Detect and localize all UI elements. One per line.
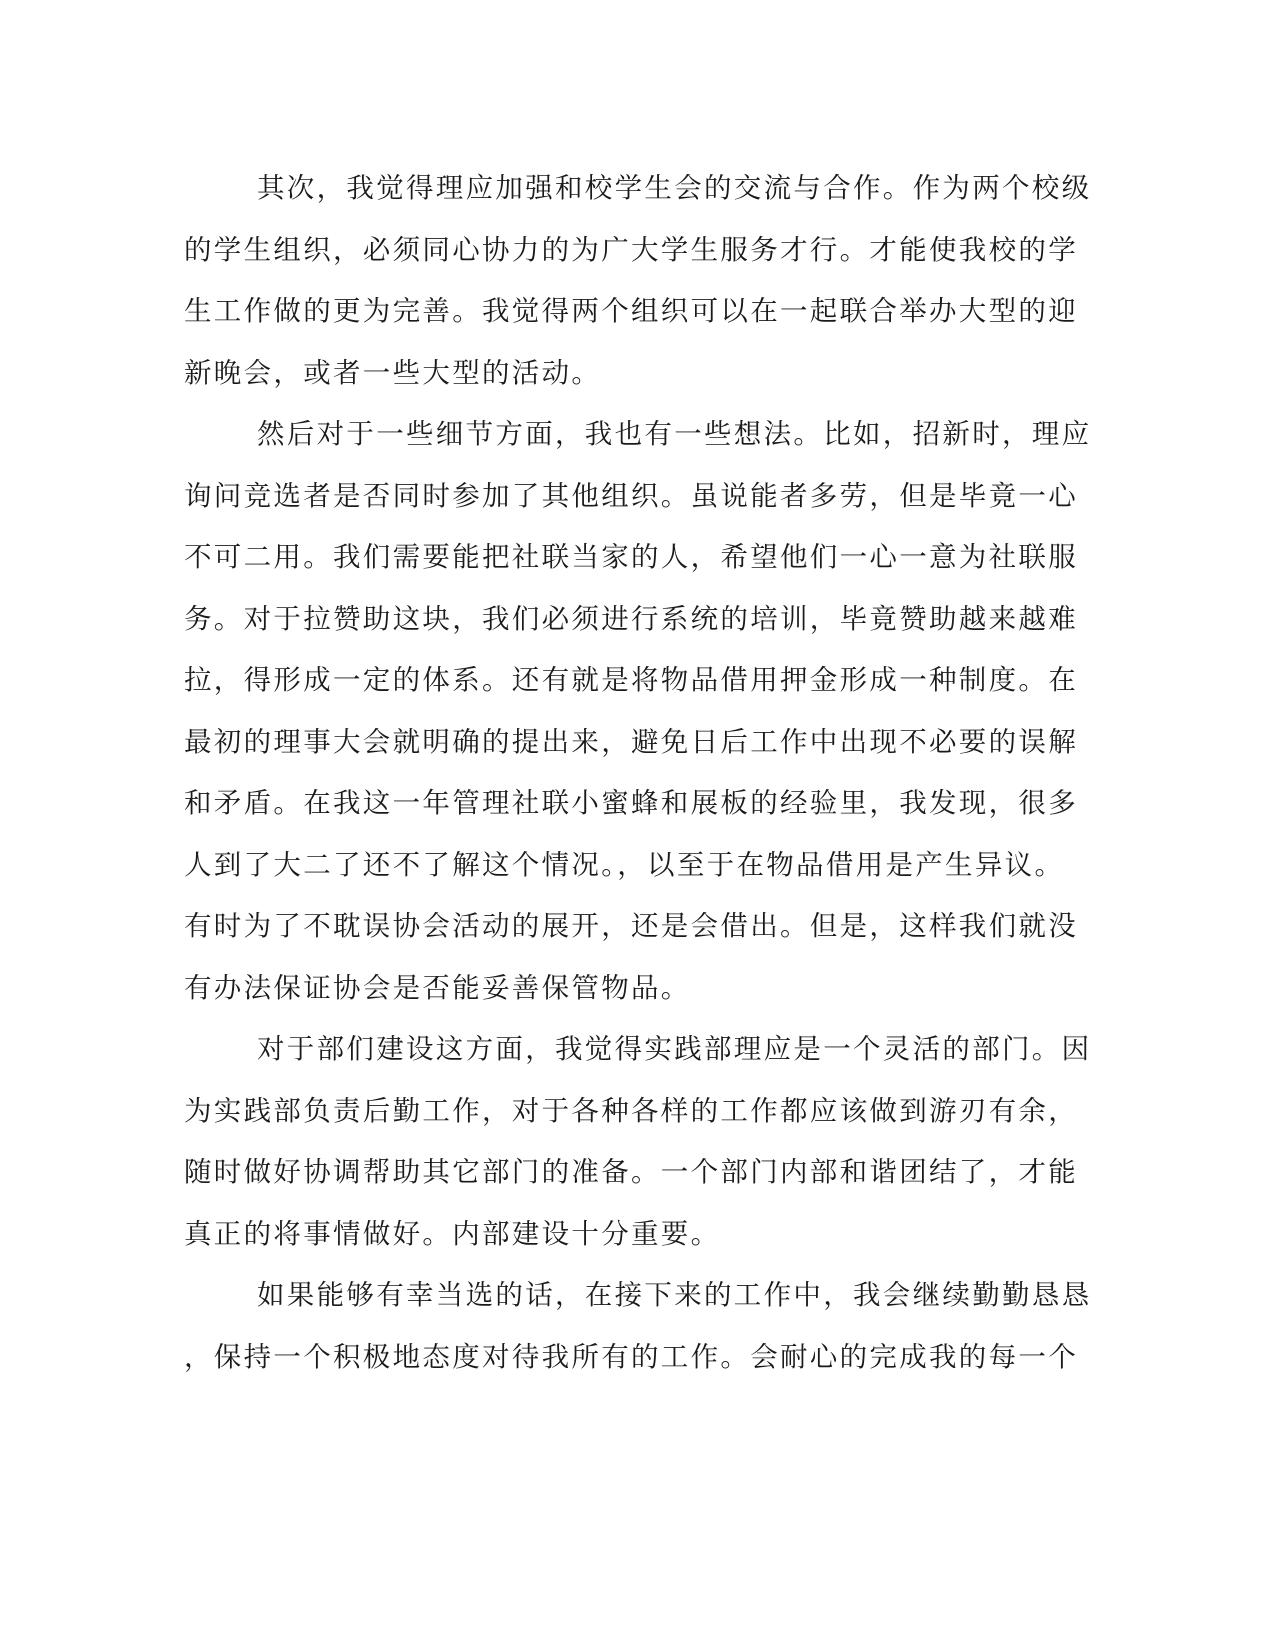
paragraph-cooperation: [184, 158, 1092, 404]
paragraph-line: 的学生组织，必须同心协力的为广大学生服务才行。才能使我校的学: [184, 233, 1078, 266]
paragraph-line: 生工作做的更为完善。我觉得两个组织可以在一起联合举办大型的迎: [184, 295, 1078, 327]
paragraph-line: 最初的理事大会就明确的提出来，避免日后工作中出现不必要的误解: [184, 725, 1078, 758]
paragraph-line: ，保持一个积极地态度对待我所有的工作。会耐心的完成我的每一个: [184, 1340, 1078, 1373]
paragraph-line: 务。对于拉赞助这块，我们必须进行系统的培训，毕竟赞助越来越难: [184, 602, 1078, 635]
paragraph-line: 询问竞选者是否同时参加了其他组织。虽说能者多劳，但是毕竟一心: [184, 479, 1078, 512]
paragraph-line: 人到了大二了还不了解这个情况。，以至于在物品借用是产生异议。: [184, 848, 1065, 881]
paragraph-department: [184, 1019, 1092, 1265]
paragraph-line: 拉，得形成一定的体系。还有就是将物品借用押金形成一种制度。在: [184, 664, 1078, 696]
paragraph-line: 有时为了不耽误协会活动的展开，还是会借出。但是，这样我们就没: [184, 910, 1078, 942]
paragraph-commitment: [184, 1265, 1092, 1388]
paragraph-details: [184, 404, 1092, 1019]
paragraph-line: 和矛盾。在我这一年管理社联小蜜蜂和展板的经验里，我发现，很多: [184, 787, 1078, 819]
paragraph-line: 新晚会，或者一些大型的活动。: [184, 356, 602, 389]
paragraph-line: 其次，我觉得理应加强和校学生会的交流与合作。作为两个校级: [257, 172, 1092, 204]
paragraph-line: 然后对于一些细节方面，我也有一些想法。比如，招新时，理应: [257, 418, 1092, 450]
paragraph-line: 随时做好协调帮助其它部门的准备。一个部门内部和谐团结了，才能: [184, 1156, 1078, 1188]
paragraph-line: 不可二用。我们需要能把社联当家的人，希望他们一心一意为社联服: [184, 541, 1078, 573]
paragraph-line: 真正的将事情做好。内部建设十分重要。: [184, 1217, 721, 1250]
paragraph-line: 如果能够有幸当选的话，在接下来的工作中，我会继续勤勤恳恳: [257, 1279, 1092, 1311]
paragraph-line: 对于部们建设这方面，我觉得实践部理应是一个灵活的部门。因: [257, 1033, 1092, 1065]
document-body: [184, 158, 1092, 1388]
paragraph-line: 有办法保证协会是否能妥善保管物品。: [184, 971, 691, 1004]
paragraph-line: 为实践部负责后勤工作，对于各种各样的工作都应该做到游刃有余，: [184, 1094, 1078, 1127]
